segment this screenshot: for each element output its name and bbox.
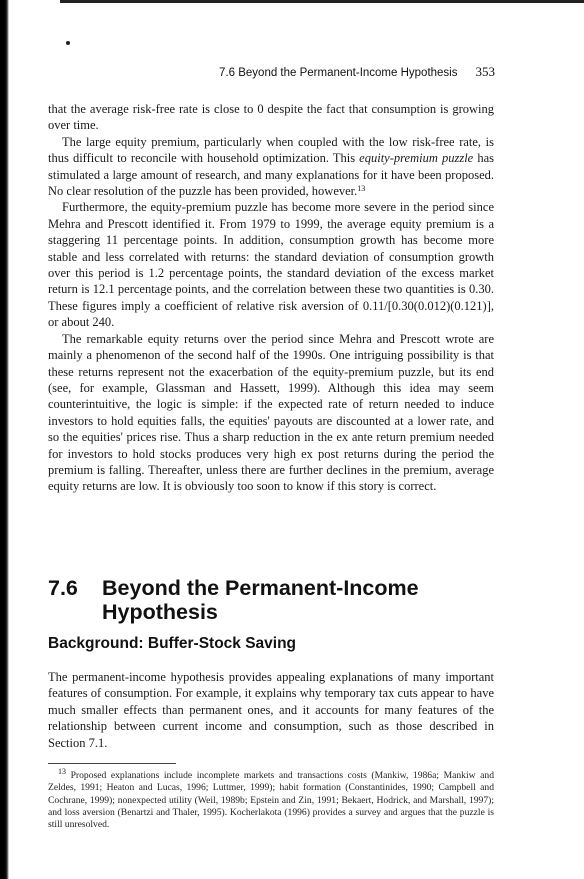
body-text: [48, 101, 494, 495]
footnote-paragraph: [48, 767, 494, 831]
footnote-divider: [48, 763, 176, 764]
page-number: 353: [475, 64, 495, 79]
section-heading: [48, 576, 494, 624]
footnote-number: 13: [58, 767, 66, 776]
paragraph-text: The large equity premium, particularly when coupled with the low risk-free rate, is thus difficult to reconcile with household optimization. This: [48, 134, 494, 166]
paragraph-text: has stimulated a large amount of research, and many explanations for it have been proposed. No clear resolution of the puzzle has been provided, however.: [48, 151, 494, 199]
footnote: [48, 767, 494, 831]
section-number: 7.6: [48, 576, 78, 600]
paragraph-equity-premium: [48, 134, 494, 200]
book-spine-shadow: [0, 0, 9, 879]
paragraph: The permanent-income hypothesis provides appealing explanations of many important features of consumption. For example, it explains why temporary tax cuts appear to have much smaller effects than permanent ones, and it accounts for many features of the relationship between current income and consumption, such as those described in Section 7.1.: [48, 670, 494, 750]
running-header: [170, 64, 495, 82]
paragraph: that the average risk-free rate is close to 0 despite the fact that consumption is growing over time.: [48, 102, 494, 133]
body-text-section: [48, 669, 494, 751]
page-top-edge: [60, 0, 584, 3]
emphasis-term: equity-premium puzzle: [359, 151, 474, 166]
footnote-text: Proposed explanations include incomplete markets and transactions costs (Mankiw, 1986a; Mankiw and Zeldes, 1991; Heaton and Lucas, 1996; Luttmer, 1999); habit formation (Constantinides, 1990; Campbell and Cochrane, 1999); nonexpected utility (Weil, 1989b; Epstein and Zin, 1991; Bekaert, Hodrick, and Marshall, 1997); and loss aversion (Benartzi and Thaler, 1995). Kocherlakota (1996) provides a survey and argues that the puzzle is still unresolved.: [48, 770, 494, 831]
section-title: Beyond the Permanent-Income Hypothesis: [102, 576, 419, 624]
footnote-reference[interactable]: 13: [357, 184, 366, 194]
subsection-heading: Background: Buffer-Stock Saving: [48, 635, 297, 652]
running-head-title: 7.6 Beyond the Permanent-Income Hypothesis: [219, 67, 458, 79]
paragraph: Furthermore, the equity-premium puzzle has become more severe in the period since Mehra and Prescott identified it. From 1979 to 1999, the average equity premium is a staggering 11 percentage points. In addition, consumption growth has become more stable and less correlated with returns: the standard deviation of consumption growth over this period is 1.2 percentage points, the standard deviation of the excess market return is 12.1 percentage points, and the correlation between these two quantities is 0.30. These figures imply a coefficient of relative risk aversion of 0.11/[0.30(0.012)(0.121)], or about 240.: [48, 200, 494, 330]
paragraph: The remarkable equity returns over the period since Mehra and Prescott wrote are mainly a phenomenon of the second half of the 1990s. One intriguing possibility is that these returns represent not the exacerbation of the equity-premium puzzle, but its end (see, for example, Glassman and Hassett, 1999). Although this idea may seem counterintuitive, the logic is simple: if the expected rate of return needed to induce investors to hold equities falls, the equities' payouts are discounted at a lower rate, and so the equities' prices rise. Thus a sharp reduction in the ex ante return premium needed for investors to hold stocks produces very high ex post returns during the period the premium is falling. Thereafter, unless there are further declines in the premium, average equity returns are low. It is obviously too soon to know if this story is correct.: [48, 331, 494, 494]
speck-mark: [66, 41, 70, 45]
